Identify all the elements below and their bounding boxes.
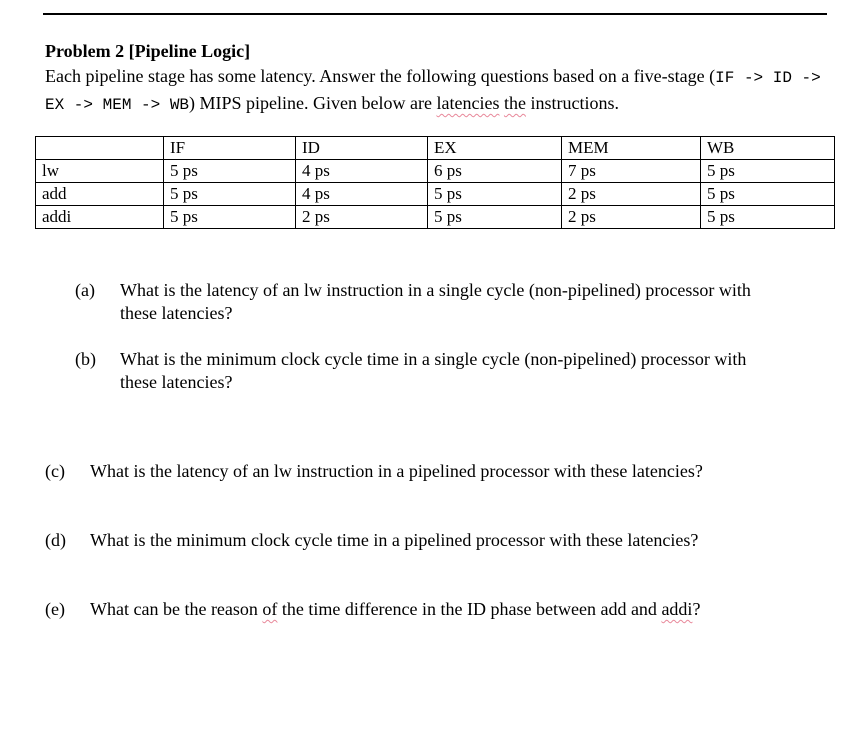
table-cell: 5 ps: [164, 160, 296, 183]
question-b: [75, 348, 835, 396]
problem-title: Problem 2 [Pipeline Logic]: [45, 41, 251, 61]
question-a-line1: What is the latency of an lw instruction in a single cycle (non-pipelined) processor with: [120, 280, 751, 300]
table-header-cell: [36, 137, 164, 160]
table-cell: 4 ps: [296, 160, 428, 183]
question-b-line1: What is the minimum clock cycle time in a single cycle (non-pipelined) processor with: [120, 349, 747, 369]
spellcheck-word-of: of: [262, 599, 278, 619]
table-header-cell: ID: [296, 137, 428, 160]
intro-text-3: instructions.: [525, 93, 619, 113]
table-header-cell: IF: [164, 137, 296, 160]
table-row: [36, 160, 835, 183]
spellcheck-word-latencies: latencies: [436, 93, 500, 113]
table-cell: 5 ps: [701, 183, 835, 206]
spellcheck-word-addi: addi: [661, 599, 693, 619]
spellcheck-word-the: the: [503, 93, 526, 113]
question-b-line2: these latencies?: [120, 372, 233, 392]
table-header-cell: MEM: [562, 137, 701, 160]
table-row: [36, 206, 835, 229]
problem-intro: [45, 64, 835, 118]
question-d: [45, 529, 835, 554]
question-d-text: What is the minimum clock cycle time in a pipelined processor with these latencies?: [90, 530, 699, 550]
question-b-label: (b): [75, 349, 96, 369]
table-cell: 6 ps: [428, 160, 562, 183]
table-cell: 5 ps: [428, 206, 562, 229]
table-cell: 2 ps: [562, 206, 701, 229]
question-c: [45, 460, 835, 485]
question-e-text-2: the time difference in the ID phase between add and: [277, 599, 662, 619]
table-cell: 5 ps: [701, 160, 835, 183]
question-a-label: (a): [75, 280, 95, 300]
table-cell: 4 ps: [296, 183, 428, 206]
table-header-cell: EX: [428, 137, 562, 160]
question-d-label: (d): [45, 530, 66, 550]
question-e-text-3: ?: [692, 599, 701, 619]
table-cell: add: [36, 183, 164, 206]
table-cell: 2 ps: [296, 206, 428, 229]
top-rule: [43, 13, 827, 15]
table-cell: 5 ps: [164, 206, 296, 229]
question-e-label: (e): [45, 599, 65, 619]
table-cell: 5 ps: [701, 206, 835, 229]
table-row: [36, 183, 835, 206]
table-header-cell: WB: [701, 137, 835, 160]
question-e: [45, 598, 835, 623]
latency-table: [35, 136, 835, 229]
question-e-text-1: What can be the reason: [90, 599, 263, 619]
table-cell: 2 ps: [562, 183, 701, 206]
table-header-row: [36, 137, 835, 160]
intro-text-2: ) MIPS pipeline. Given below are: [189, 93, 437, 113]
table-cell: 7 ps: [562, 160, 701, 183]
question-a-line2: these latencies?: [120, 303, 233, 323]
table-cell: addi: [36, 206, 164, 229]
question-e-text: [90, 598, 700, 621]
table-cell: 5 ps: [428, 183, 562, 206]
pipeline-stages: IF -> ID -> EX -> MEM -> WB: [45, 69, 821, 114]
intro-text-1: Each pipeline stage has some latency. Answer the following questions based on a five-stage (: [45, 66, 716, 86]
question-a: [75, 279, 835, 327]
table-cell: 5 ps: [164, 183, 296, 206]
table-cell: lw: [36, 160, 164, 183]
question-c-label: (c): [45, 461, 65, 481]
question-c-text: What is the latency of an lw instruction in a pipelined processor with these latencies?: [90, 461, 703, 481]
